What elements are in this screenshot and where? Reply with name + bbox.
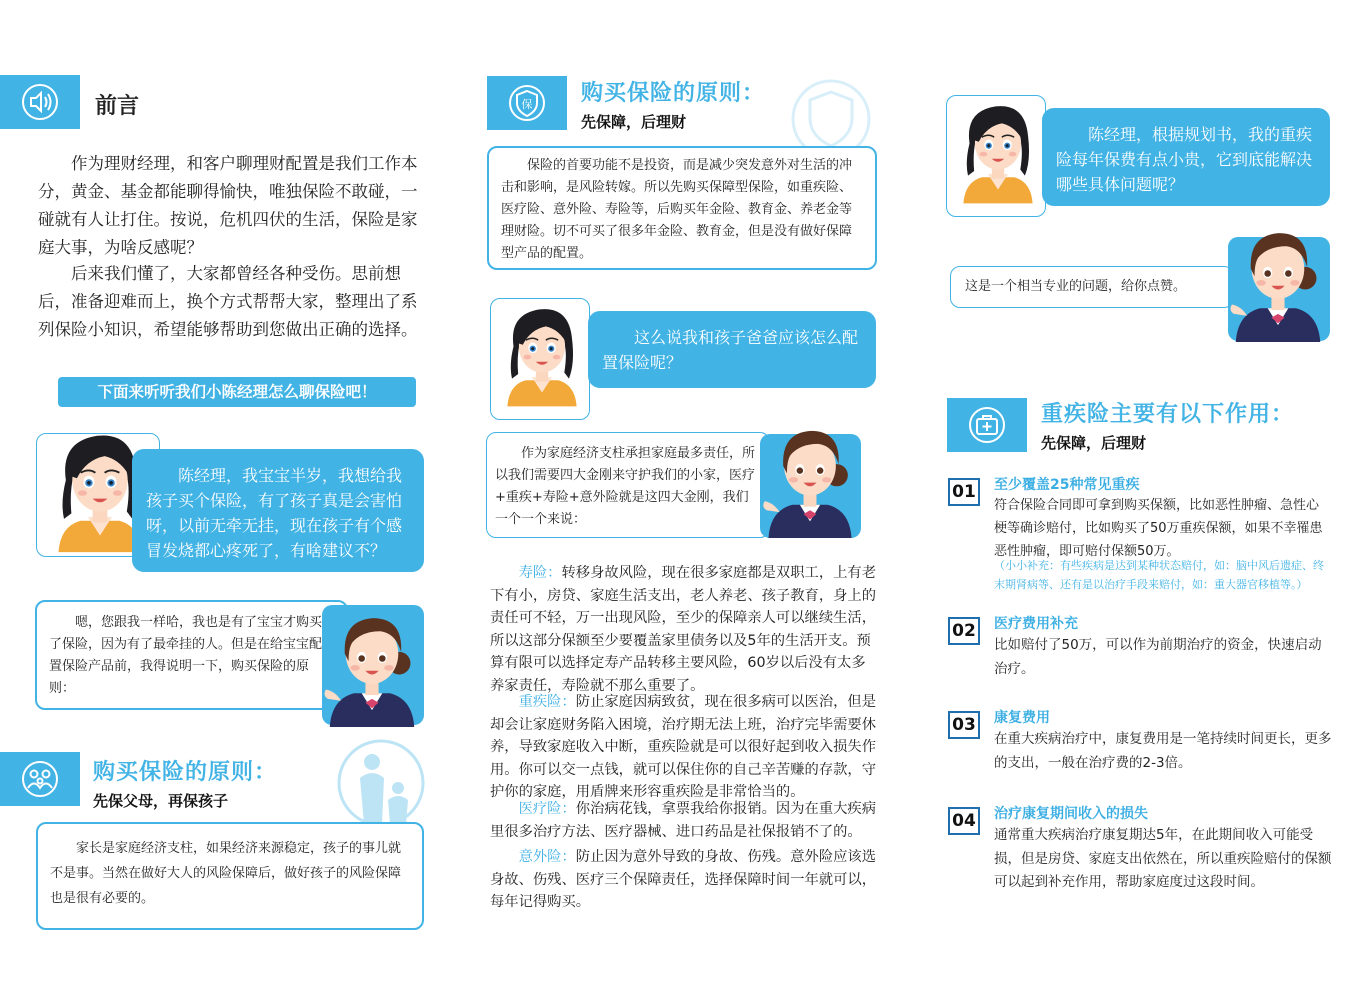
middle-answer-text: 作为家庭经济支柱承担家庭最多责任，所以我们需要四大金刚来守护我们的小家，医疗+重疾+寿险+意外险就是这四大金刚，我们一个一个来说： (495, 446, 756, 527)
shield-icon (507, 83, 547, 123)
right-answer-text: 这是一个相当专业的问题，给你点赞。 (965, 279, 1187, 294)
item-title-02: 医疗费用补充 (994, 616, 1078, 632)
item-text-04: 通常重大疾病治疗康复期达5年，在此期间收入可能受损，但是房贷、家庭支出依然在，所以重疾险赔付的保额可以起到补充作用，帮助家庭度过这段时间。 (994, 827, 1332, 890)
middle-question-bubble: 这么说我和孩子爸爸应该怎么配置保险呢？ (588, 311, 876, 388)
manager-avatar (1226, 220, 1330, 342)
principle-icon-box (0, 752, 80, 806)
item-text-03: 在重大疾病治疗中，康复费用是一笔持续时间更长，更多的支出，一般在治疗费的2-3倍。 (994, 731, 1332, 771)
middle-subtitle: 先保障，后理财 (581, 113, 687, 131)
middle-answer-box (486, 432, 770, 538)
item-note-01: （小小补充：有些疾病是达到某种状态赔付，如：脑中风后遗症、终末期肾病等、还有是以治疗手段来赔付，如：重大器官移植等。） (994, 559, 1324, 591)
critical-illness-keyword: 重疾险： (518, 694, 576, 710)
item-number-04: 04 (948, 807, 980, 835)
right-subtitle: 先保障，后理财 (1041, 434, 1147, 452)
item-number-02: 02 (948, 617, 980, 645)
item-number-01: 01 (948, 478, 980, 506)
manager-answer-box (35, 600, 348, 710)
middle-title: 购买保险的原则： (581, 81, 766, 106)
medical-icon-box (947, 398, 1027, 452)
item-title-01: 至少覆盖25种常见重疾 (994, 477, 1140, 493)
manager-avatar (758, 418, 862, 538)
preface-title: 前言 (95, 94, 140, 119)
customer-avatar (492, 285, 592, 420)
item-title-03: 康复费用 (994, 710, 1050, 726)
preface-icon-box (0, 75, 80, 129)
critical-illness-text (490, 691, 878, 804)
middle-text-box (487, 146, 877, 270)
item-title-04: 治疗康复期间收入的损失 (994, 806, 1148, 822)
principle-text-box (36, 822, 424, 930)
life-insurance-keyword: 寿险： (518, 565, 562, 581)
shield-glyph: 保 (521, 98, 533, 111)
intro-banner: 下面来听听我们小陈经理怎么聊保险吧！ (58, 377, 416, 407)
manager-avatar (320, 605, 424, 727)
medical-insurance-desc: 你治病花钱，拿票我给你报销。因为在重大疾病里很多治疗方法、医疗器械、进口药品是社保报销不了的。 (490, 801, 877, 840)
item-text-01: 符合保险合同即可拿到购买保额，比如恶性肿瘤、急性心梗等确诊赔付，比如购买了50万重疾保额，如果不幸罹患恶性肿瘤，即可赔付保额50万。 (994, 498, 1323, 559)
preface-paragraph-1: 作为理财经理，和客户聊理财配置是我们工作本分，黄金、基金都能聊得愉快，唯独保险不敢碰，一碰就有人让打住。按说，危机四伏的生活，保险是家庭大事，为啥反感呢？ (38, 154, 418, 257)
medical-insurance-text (490, 798, 878, 843)
preface-paragraph-2: 后来我们懂了，大家都曾经各种受伤。思前想后，准备迎难而上，换个方式帮帮大家，整理出了系列保险小知识，希望能够帮助到您做出正确的选择。 (38, 264, 418, 339)
shield-icon-box (487, 76, 567, 130)
item-text-02: 比如赔付了50万，可以作为前期治疗的资金，快速启动治疗。 (994, 637, 1322, 677)
accident-insurance-keyword: 意外险： (518, 849, 576, 865)
customer-avatar (948, 82, 1048, 217)
right-question-bubble: 陈经理，根据规划书，我的重疾险每年保费有点小贵，它到底能解决哪些具体问题呢？ (1042, 108, 1330, 206)
medical-kit-icon (967, 405, 1007, 445)
critical-illness-desc: 防止家庭因病致贫，现在很多病可以医治，但是却会让家庭财务陷入困境，治疗期无法上班，治疗完毕需要休养，导致家庭收入中断，重疾险就是可以很好起到收入损失作用。你可以交一点钱，就可以保住你的自己辛苦赚的存款，守护你的家庭，用盾牌来形容重疾险是非常恰当的。 (490, 694, 877, 800)
manager-answer-text: 嗯，您跟我一样哈，我也是有了宝宝才购买了保险，因为有了最牵挂的人。但是在给宝宝配置保险产品前，我得说明一下，购买保险的原则： (49, 615, 323, 696)
parent-child-icon (336, 738, 426, 828)
speaker-icon (20, 82, 60, 122)
right-answer-box (950, 266, 1234, 308)
family-icon (20, 759, 60, 799)
life-insurance-text (490, 562, 878, 697)
principle-title: 购买保险的原则： (93, 760, 278, 785)
medical-insurance-keyword: 医疗险： (518, 801, 576, 817)
principle-text: 家长是家庭经济支柱，如果经济来源稳定，孩子的事儿就不是事。当然在做好大人的风险保障后，做好孩子的风险保障也是很有必要的。 (50, 841, 402, 906)
principle-subtitle: 先保父母，再保孩子 (93, 792, 229, 810)
middle-box-text: 保险的首要功能不是投资，而是减少突发意外对生活的冲击和影响，是风险转嫁。所以先购买保障型保险，如重疾险、医疗险、意外险、寿险等，后购买年金险、教育金、养老金等理财险。切不可买了很多年金险、教育金，但是没有做好保障型产品的配置。 (501, 158, 853, 261)
accident-insurance-desc: 防止因为意外导致的身故、伤残。意外险应该选身故、伤残、医疗三个保障责任，选择保障时间一年就可以，每年记得购买。 (490, 849, 877, 910)
right-title: 重疾险主要有以下作用： (1041, 402, 1295, 427)
item-number-03: 03 (948, 711, 980, 739)
customer-question-bubble: 陈经理，我宝宝半岁，我想给我孩子买个保险，有了孩子真是会害怕呀，以前无牵无挂，现在孩子有个感冒发烧都心疼死了，有啥建议不？ (132, 449, 424, 572)
accident-insurance-text (490, 846, 878, 914)
life-insurance-desc: 转移身故风险，现在很多家庭都是双职工，上有老下有小，房贷、家庭生活支出，老人养老、孩子教育，身上的责任可不轻，万一出现风险，至少的保障亲人可以继续生活，所以这部分保额至少要覆盖家里债务以及5年的生活开支。预算有限可以选择定寿产品转移主要风险，60岁以后没有太多养家责任，寿险就不那么重要了。 (490, 565, 877, 694)
